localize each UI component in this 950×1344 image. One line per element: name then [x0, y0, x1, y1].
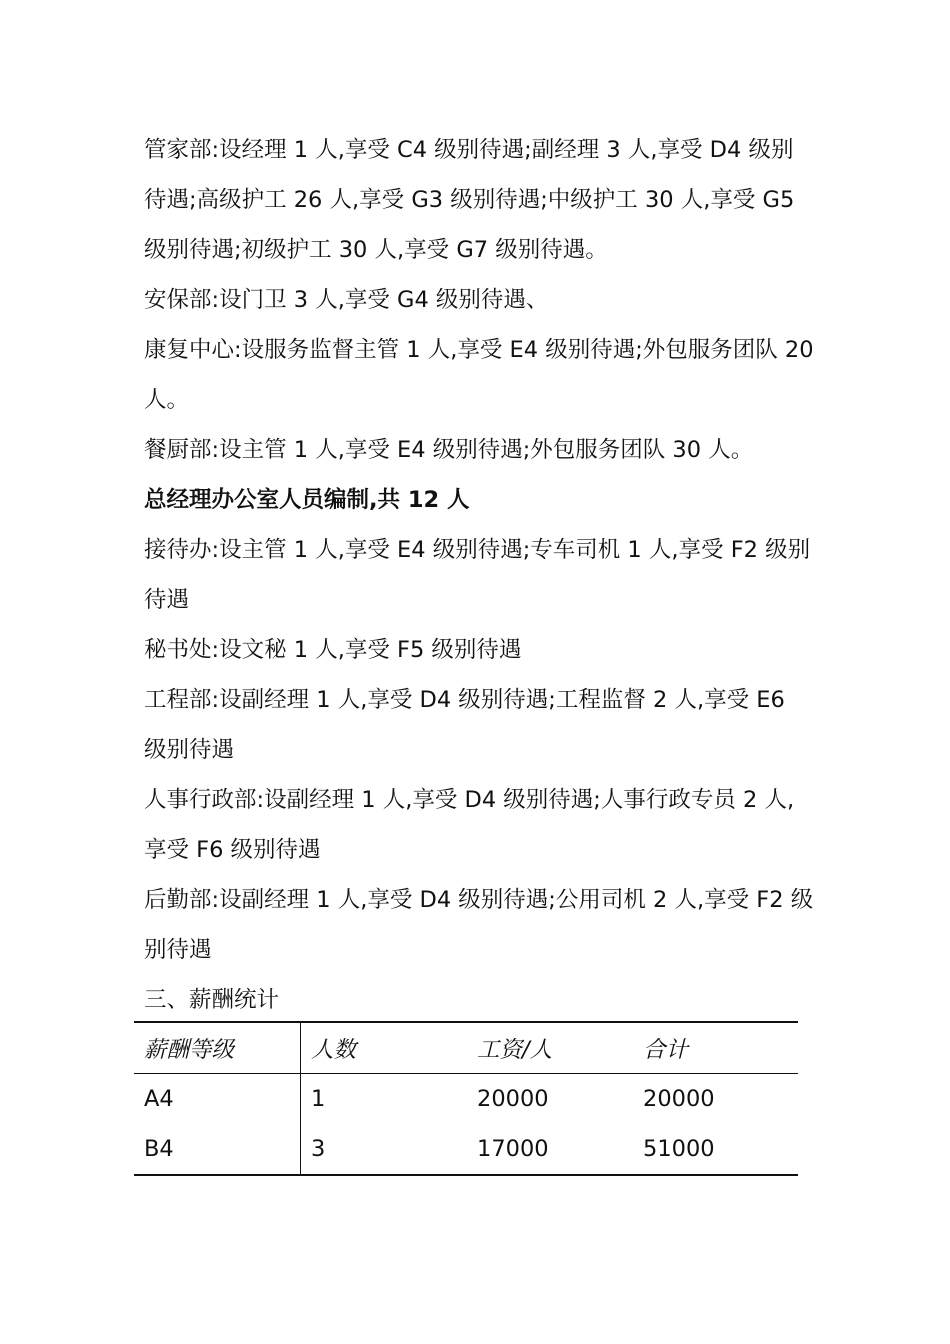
paragraph-hr-admin: 人事行政部:设副经理 1 人,享受 D4 级别待遇;人事行政专员 2 人,享受 F6 级别待遇	[144, 787, 795, 863]
paragraph-reception: 接待办:设主管 1 人,享受 E4 级别待遇;专车司机 1 人,享受 F2 级别待遇	[144, 537, 811, 613]
cell-grade: A4	[134, 1074, 301, 1125]
salary-table-wrapper	[134, 1021, 798, 1176]
cell-total: 20000	[643, 1086, 715, 1112]
header-wage-per-person: 工资/人	[477, 1037, 553, 1063]
salary-table	[134, 1021, 798, 1176]
cell-wage: 17000	[477, 1136, 549, 1162]
section-heading-gm-office: 总经理办公室人员编制,共 12 人	[144, 487, 470, 513]
paragraph-engineering: 工程部:设副经理 1 人,享受 D4 级别待遇;工程监督 2 人,享受 E6 级别待遇	[144, 687, 785, 763]
paragraph-kitchen: 餐厨部:设主管 1 人,享受 E4 级别待遇;外包服务团队 30 人。	[144, 437, 754, 463]
table-row	[134, 1124, 798, 1175]
cell-total: 51000	[643, 1136, 715, 1162]
paragraph-housekeeping: 管家部:设经理 1 人,享受 C4 级别待遇;副经理 3 人,享受 D4 级别待遇;高级护工 26 人,享受 G3 级别待遇;中级护工 30 人,享受 G5 级别待遇;初级护工 30 人,享受 G7 级别待遇。	[144, 137, 795, 263]
header-total: 合计	[643, 1037, 689, 1063]
header-headcount: 人数	[311, 1037, 357, 1063]
section-heading-salary-stats: 三、薪酬统计	[144, 987, 280, 1013]
cell-headcount: 3	[311, 1136, 326, 1162]
header-salary-grade: 薪酬等级	[134, 1022, 301, 1074]
paragraph-logistics: 后勤部:设副经理 1 人,享受 D4 级别待遇;公用司机 2 人,享受 F2 级别待遇	[144, 887, 814, 963]
table-header-row	[134, 1022, 798, 1074]
paragraph-rehab-center: 康复中心:设服务监督主管 1 人,享受 E4 级别待遇;外包服务团队 20 人。	[144, 337, 814, 413]
cell-wage: 20000	[477, 1086, 549, 1112]
paragraph-security: 安保部:设门卫 3 人,享受 G4 级别待遇、	[144, 287, 549, 313]
document-body	[144, 125, 814, 1025]
paragraph-secretariat: 秘书处:设文秘 1 人,享受 F5 级别待遇	[144, 637, 522, 663]
cell-headcount: 1	[311, 1086, 326, 1112]
cell-grade: B4	[134, 1124, 301, 1175]
table-row	[134, 1074, 798, 1125]
